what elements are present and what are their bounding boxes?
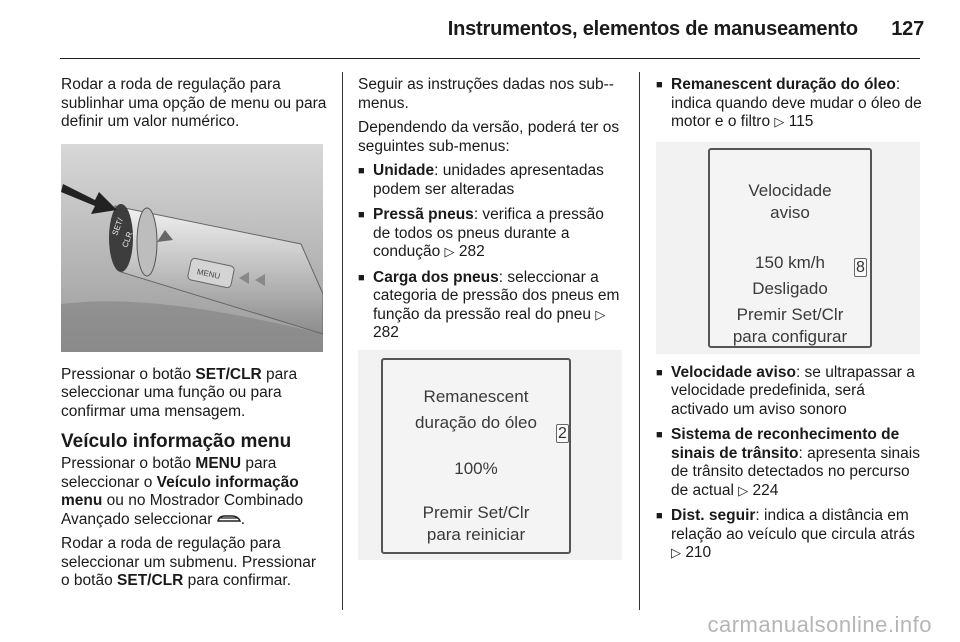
display-line: para reiniciar bbox=[426, 524, 526, 544]
info-list-bottom bbox=[656, 364, 922, 563]
display-line: Desligado bbox=[752, 278, 828, 298]
list-item: ■ Unidade: unidades apresentadas podem ser alteradas bbox=[358, 162, 624, 199]
display-line: Premir Set/Clr bbox=[422, 502, 530, 522]
speed-warning-display bbox=[656, 142, 920, 354]
list-item: ■ Dist. seguir: indica a distância em relação ao veículo que circula atrás ▷ 210 bbox=[656, 507, 922, 563]
header-title: Instrumentos, elementos de manuseamento bbox=[447, 18, 858, 40]
display-line: aviso bbox=[770, 202, 810, 222]
display-screen bbox=[381, 358, 571, 554]
page-header bbox=[60, 18, 924, 41]
stalk-photo bbox=[61, 144, 323, 352]
watermark: carmanualsonline.info bbox=[707, 612, 932, 637]
paragraph-dependendo: Dependendo da versão, poderá ter os seguintes sub-menus: bbox=[358, 119, 620, 155]
display-line: Remanescent bbox=[423, 386, 529, 406]
paragraph-rodar: Rodar a roda de regulação para sublinhar uma opção de menu ou para definir um valor numérico. bbox=[61, 76, 327, 130]
page-badge: 2 bbox=[558, 424, 567, 442]
header-rule bbox=[60, 58, 920, 59]
display-line: duração do óleo bbox=[415, 412, 537, 432]
paragraph-submenu: Rodar a roda de regulação para seleccionar um submenu. Pressionar o botão SET/CLR para confirmar. bbox=[61, 535, 317, 589]
column-divider-2 bbox=[639, 72, 640, 610]
column-3 bbox=[656, 76, 922, 570]
list-item: ■ Sistema de reconhecimento de sinais de trânsito: apresenta sinais de trânsito detectados no percurso de actual ▷ 224 bbox=[656, 426, 922, 500]
paragraph-menu: Pressionar o botão MENU para seleccionar o Veículo informação menu ou no Mostrador Combinado Avançado seleccionar . bbox=[61, 455, 304, 528]
list-item: ■ Pressã pneus: verifica a pressão de todos os pneus durante a condução ▷ 282 bbox=[358, 206, 624, 262]
display-value: 150 km/h bbox=[755, 252, 825, 272]
display-screen bbox=[708, 148, 872, 348]
section-heading: Veículo informação menu bbox=[61, 431, 292, 452]
car-icon bbox=[217, 513, 241, 524]
label-clr: CLR bbox=[120, 230, 135, 249]
page-badge: 8 bbox=[856, 258, 865, 276]
label-set: SET/ bbox=[110, 216, 125, 237]
submenu-list bbox=[358, 162, 624, 343]
paragraph-setclr: Pressionar o botão SET/CLR para seleccionar uma função ou para confirmar uma mensagem. bbox=[61, 365, 298, 420]
column-1 bbox=[61, 76, 327, 597]
display-line: Premir Set/Clr bbox=[736, 304, 844, 324]
display-line: Velocidade bbox=[748, 180, 832, 200]
column-2 bbox=[358, 76, 624, 560]
paragraph-seguir: Seguir as instruções dadas nos sub--menus. bbox=[358, 76, 614, 112]
column-divider-1 bbox=[342, 72, 343, 610]
display-line: para configurar bbox=[732, 326, 848, 346]
info-list-top bbox=[656, 76, 922, 132]
list-item: ■ Carga dos pneus: seleccionar a categoria de pressão dos pneus em função da pressão real do pneu ▷ 282 bbox=[358, 269, 624, 343]
display-value: 100% bbox=[454, 458, 498, 478]
page-number: 127 bbox=[891, 18, 924, 40]
oil-life-display bbox=[358, 350, 622, 560]
list-item: ■ Velocidade aviso: se ultrapassar a velocidade predefinida, será activado um aviso sonoro bbox=[656, 364, 922, 420]
list-item: ■ Remanescent duração do óleo: indica quando deve mudar o óleo de motor e o filtro ▷ 115 bbox=[656, 76, 922, 132]
label-menu: MENU bbox=[196, 266, 221, 281]
